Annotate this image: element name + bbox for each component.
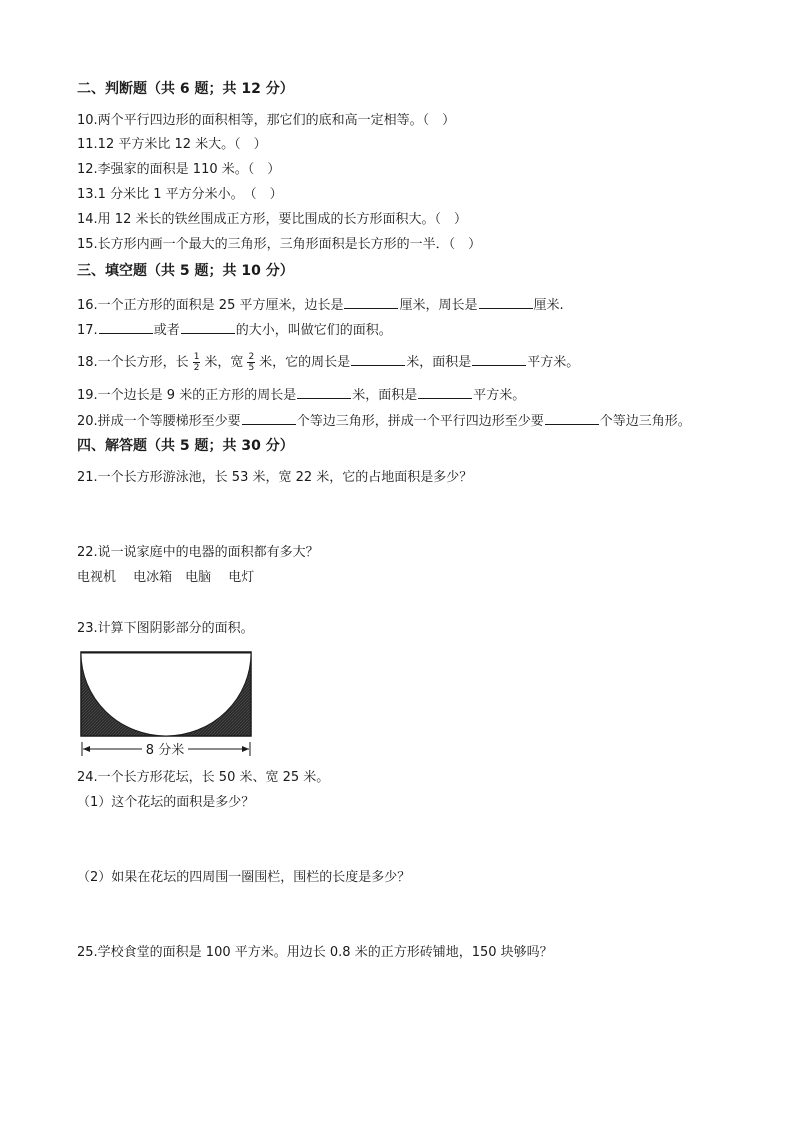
answer-blank[interactable]	[545, 411, 599, 425]
question-18-text-c: 米，它的周长是	[259, 355, 351, 370]
question-13: 13.1 分米比 1 平方分米小。 （ ）	[77, 187, 283, 202]
question-19-text-b: 米，面积是	[352, 388, 418, 403]
fraction-length	[193, 352, 201, 373]
question-22: 22.说一说家庭中的电器的面积都有多大？	[77, 545, 319, 560]
question-19-text-c: 平方米。	[473, 388, 526, 403]
fraction-width	[247, 352, 255, 373]
answer-blank[interactable]	[479, 295, 533, 309]
question-18-text-e: 平方米。	[527, 355, 580, 370]
question-19-text-a: 19.一个边长是 9 米的正方形的周长是	[77, 388, 297, 403]
question-25: 25.学校食堂的面积是 100 平方米。用边长 0.8 米的正方形砖铺地，150 块够吗？	[77, 945, 553, 960]
question-20-text-b: 个等边三角形，拼成一个平行四边形至少要	[296, 414, 544, 429]
fraction-denominator: 2	[193, 363, 200, 373]
question-16-text-a: 16.一个正方形的面积是 25 平方厘米，边长是	[77, 298, 344, 313]
question-17	[77, 320, 392, 340]
question-19	[77, 385, 525, 405]
answer-blank[interactable]	[472, 352, 526, 366]
question-20-text-a: 20.拼成一个等腰梯形至少要	[77, 414, 241, 429]
question-12: 12.李强家的面积是 110 米。（ ）	[77, 162, 281, 177]
dimension-label: 8 分米	[145, 743, 185, 758]
question-16	[77, 295, 564, 315]
question-14: 14.用 12 米长的铁丝围成正方形，要比围成的长方形面积大。（ ）	[77, 212, 467, 227]
question-24-part-1: （1）这个花坛的面积是多少？	[77, 795, 255, 810]
section-2-heading: 二、判断题（共 6 题；共 12 分）	[77, 81, 294, 97]
question-22-items: 电视机 电冰箱 电脑 电灯	[77, 570, 255, 585]
question-17-text-c: 的大小，叫做它们的面积。	[235, 323, 392, 338]
question-10: 10.两个平行四边形的面积相等，那它们的底和高一定相等。（ ）	[77, 113, 456, 128]
answer-blank[interactable]	[297, 385, 351, 399]
question-18-text-d: 米，面积是	[406, 355, 472, 370]
answer-blank[interactable]	[418, 385, 472, 399]
question-17-text-a: 17.	[77, 323, 98, 338]
answer-blank[interactable]	[99, 320, 153, 334]
shaded-area-figure	[78, 650, 254, 764]
fraction-denominator: 5	[248, 363, 255, 373]
question-21: 21.一个长方形游泳池，长 53 米，宽 22 米，它的占地面积是多少？	[77, 470, 473, 485]
answer-blank[interactable]	[242, 411, 296, 425]
question-20	[77, 411, 691, 431]
answer-blank[interactable]	[351, 352, 405, 366]
answer-blank[interactable]	[344, 295, 398, 309]
question-16-text-b: 厘米，周长是	[399, 298, 478, 313]
arrow-left-icon	[83, 746, 90, 752]
fraction-numerator: 2	[248, 352, 255, 362]
question-23: 23.计算下图阴影部分的面积。	[77, 621, 254, 636]
question-18	[77, 351, 579, 375]
question-24-part-2: （2）如果在花坛的四周围一圈围栏，围栏的长度是多少？	[77, 870, 411, 885]
section-3-heading: 三、填空题（共 5 题；共 10 分）	[77, 263, 294, 279]
section-4-heading: 四、解答题（共 5 题；共 30 分）	[77, 438, 294, 454]
arrow-right-icon	[242, 746, 249, 752]
question-18-text-b: 米，宽	[204, 355, 244, 370]
question-11: 11.12 平方米比 12 米大。（ ）	[77, 137, 267, 152]
question-20-text-c: 个等边三角形。	[599, 414, 691, 429]
answer-blank[interactable]	[181, 320, 235, 334]
question-15: 15.长方形内画一个最大的三角形，三角形面积是长方形的一半．（ ）	[77, 237, 482, 252]
question-24: 24.一个长方形花坛，长 50 米、宽 25 米。	[77, 770, 330, 785]
rectangle-semicircle-diagram	[78, 650, 254, 760]
question-16-text-c: 厘米.	[533, 298, 564, 313]
question-17-text-b: 或者	[153, 323, 180, 338]
fraction-numerator: 1	[193, 352, 200, 362]
question-18-text-a: 18.一个长方形，长	[77, 355, 189, 370]
